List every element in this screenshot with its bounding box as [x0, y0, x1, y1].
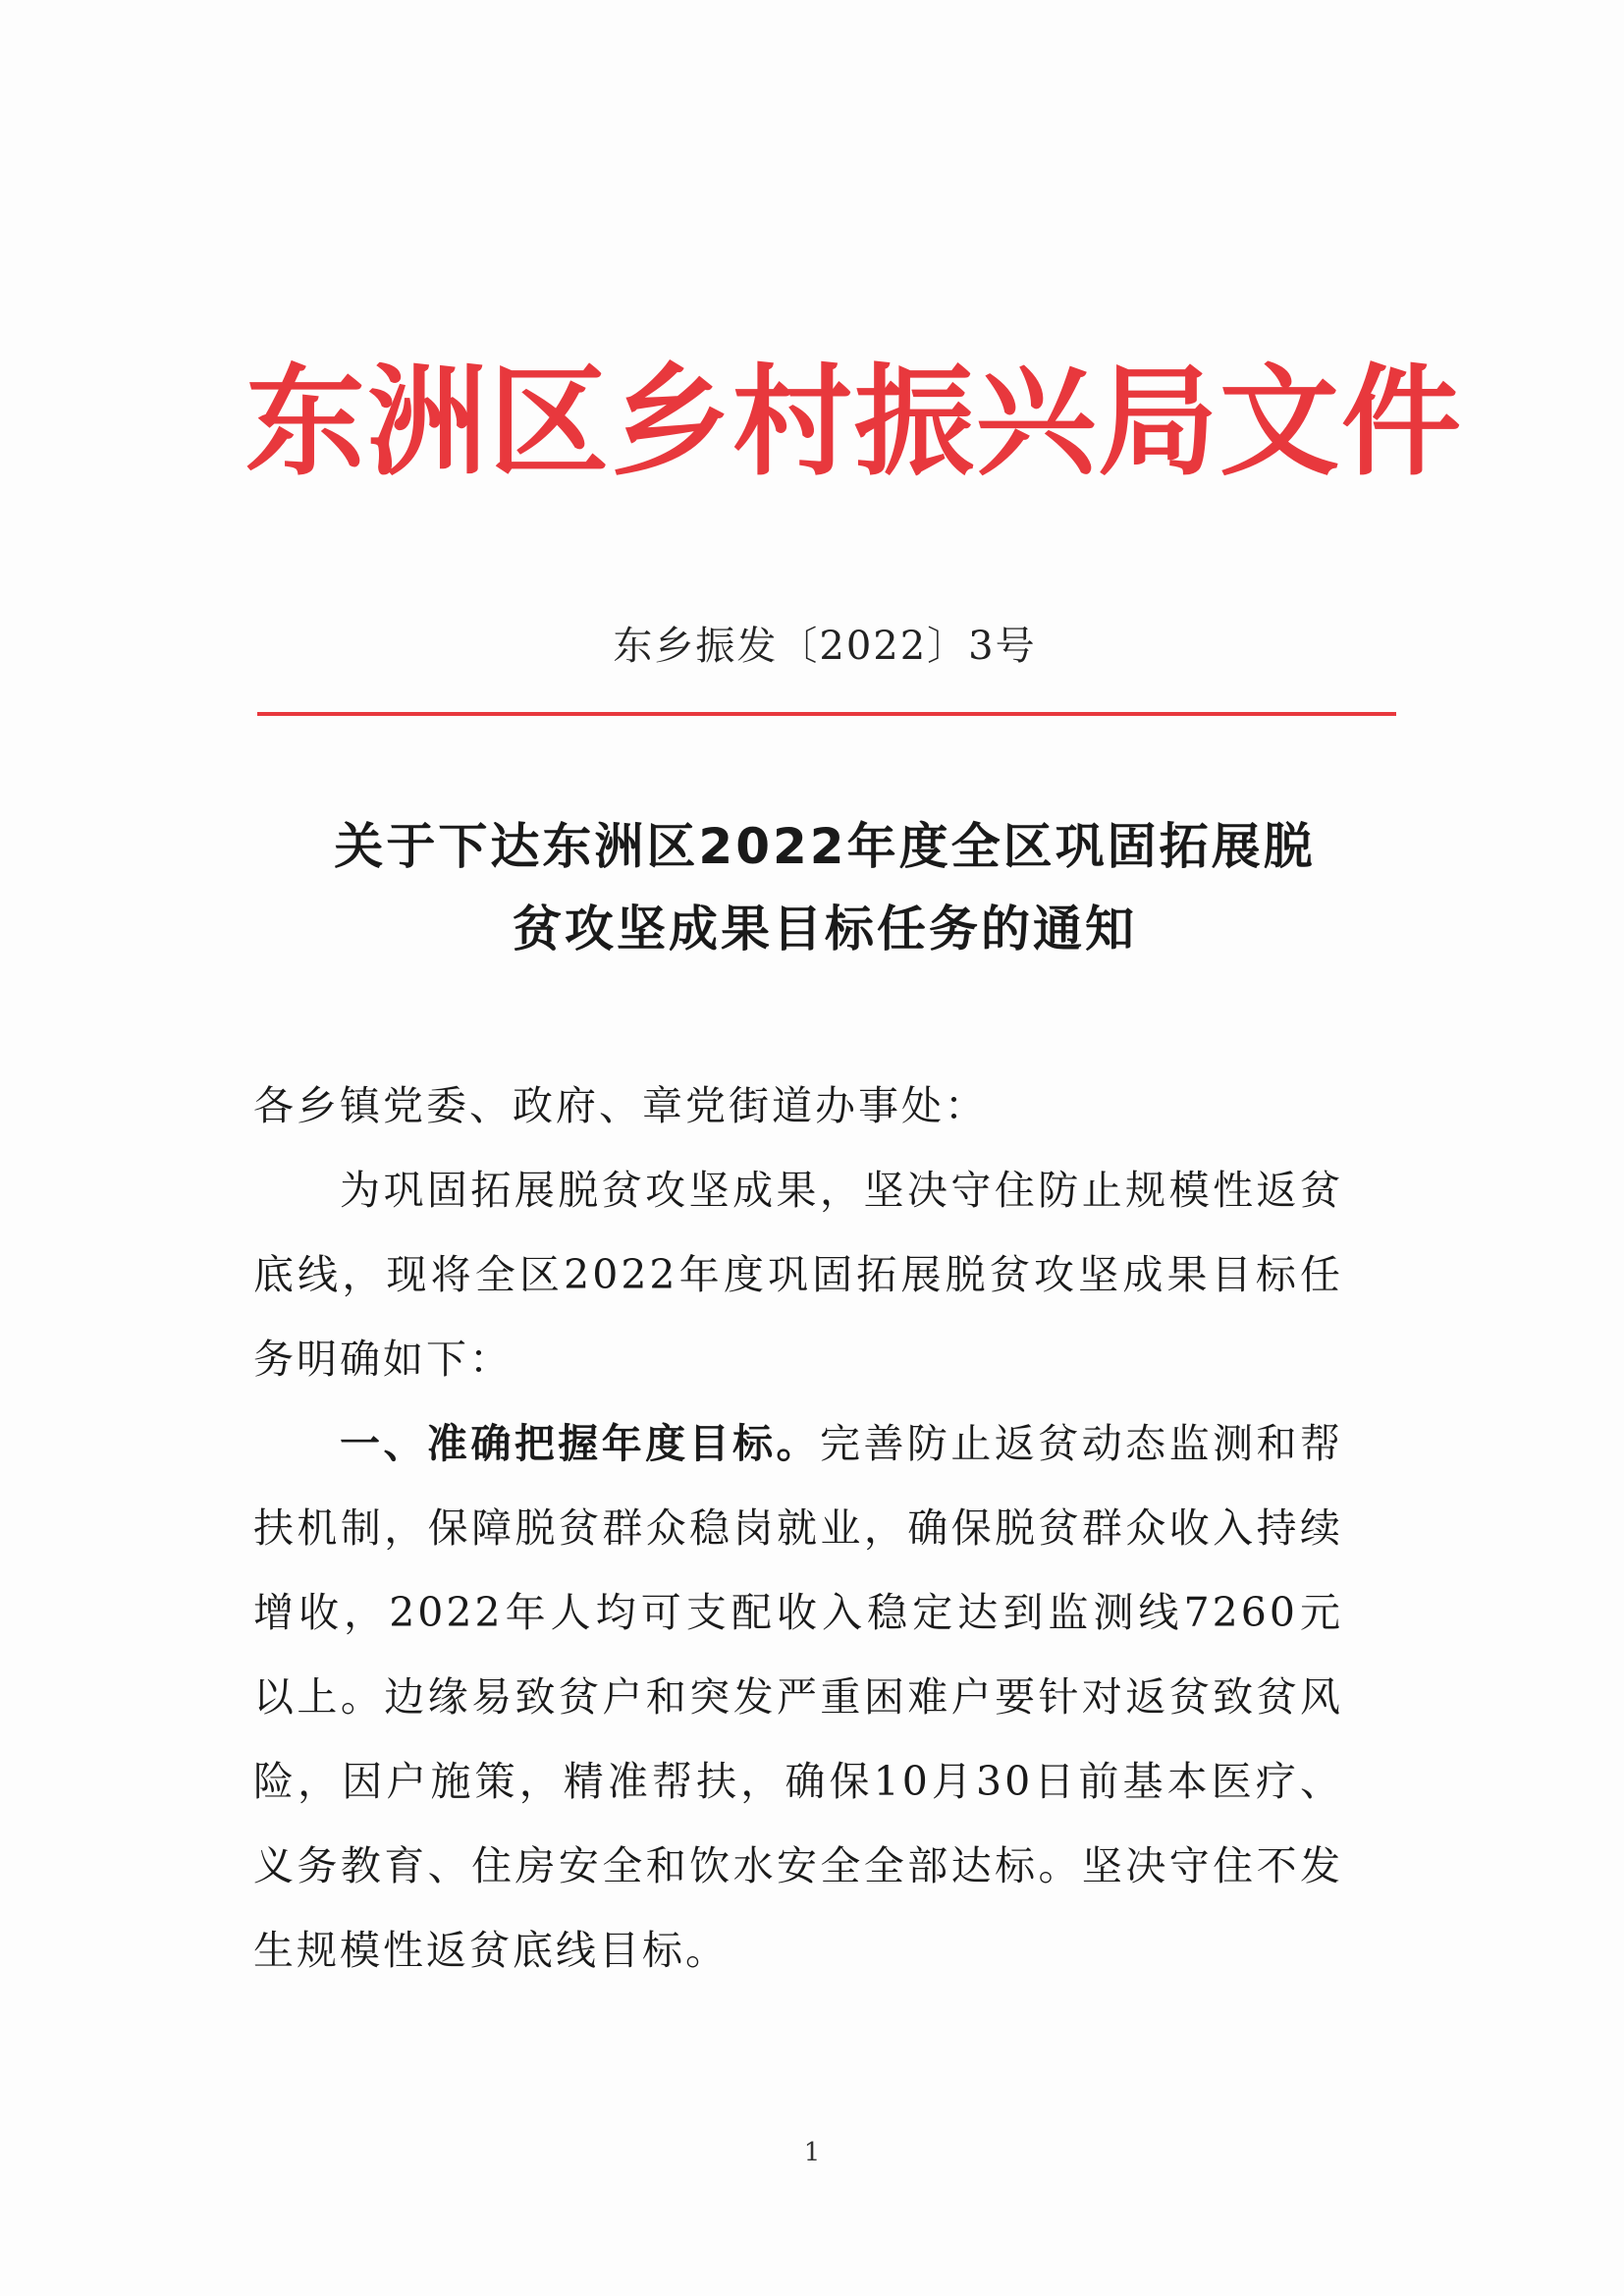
- intro-paragraph: 为巩固拓展脱贫攻坚成果，坚决守住防止规模性返贫底线，现将全区2022年度巩固拓展脱贫攻坚成果目标任务明确如下：: [253, 1167, 1343, 1383]
- document-body: [253, 1064, 1343, 1993]
- section-1-heading: 一、准确把握年度目标。: [340, 1420, 820, 1467]
- issuer-header: 东洲区乡村振兴局文件: [245, 353, 1463, 492]
- red-divider: [257, 712, 1396, 716]
- notice-title-line-1: 关于下达东洲区2022年度全区巩固拓展脱: [334, 818, 1316, 875]
- salutation: 各乡镇党委、政府、章党街道办事处：: [253, 1082, 988, 1129]
- document-number: 东乡振发〔2022〕3号: [613, 624, 1037, 669]
- notice-title-line-2: 贫攻坚成果目标任务的通知: [513, 901, 1137, 957]
- page-number: 1: [803, 2138, 821, 2167]
- section-1-text: 完善防止返贫动态监测和帮扶机制，保障脱贫群众稳岗就业，确保脱贫群众收入持续增收，2022年人均可支配收入稳定达到监测线7260元以上。边缘易致贫户和突发严重困难户要针对返贫致贫风险，因户施策，精准帮扶，确保10月30日前基本医疗、义务教育、住房安全和饮水安全全部达标。坚决守住不发生规模性返贫底线目标。: [253, 1420, 1343, 1974]
- notice-title: [245, 805, 1404, 970]
- section-1-paragraph: [253, 1401, 1343, 1993]
